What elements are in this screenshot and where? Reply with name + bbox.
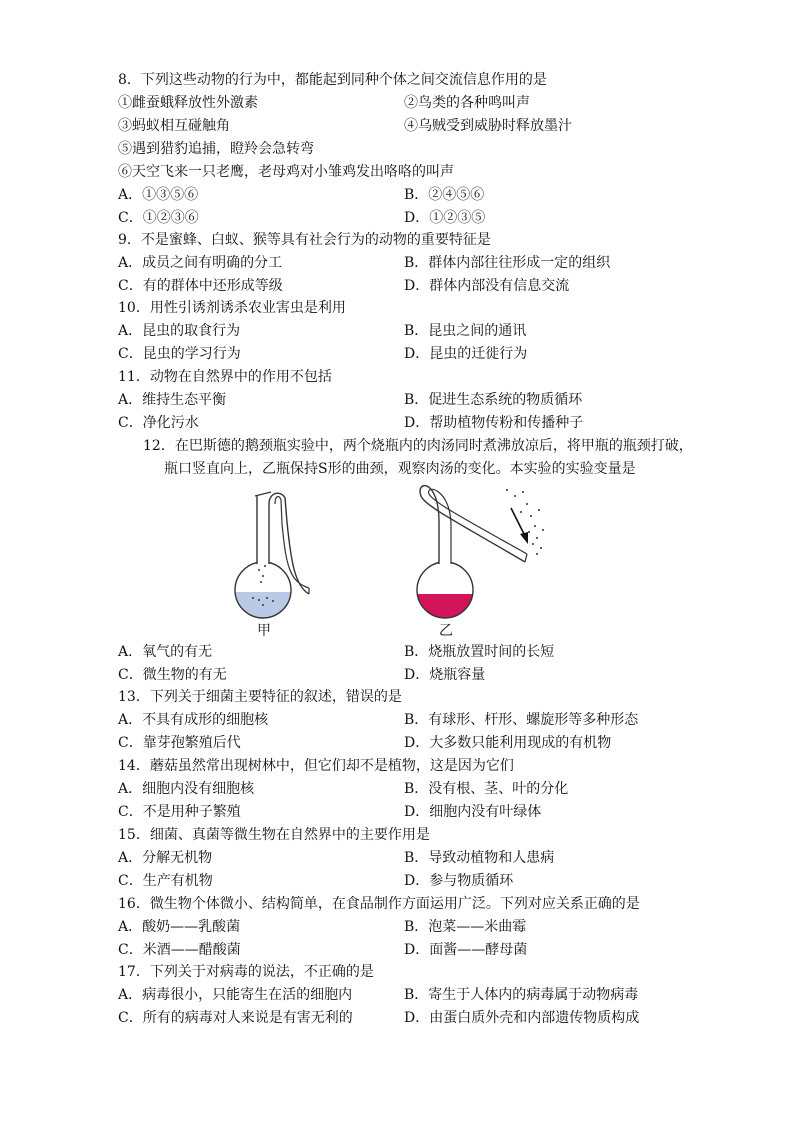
q12-option-d: D．烧瓶容量	[404, 667, 486, 683]
q17-option-b: B．寄生于人体内的病毒属于动物病毒	[404, 987, 639, 1003]
q14-option-b: B．没有根、茎、叶的分化	[404, 781, 569, 797]
q10-option-b: B．昆虫之间的通讯	[404, 323, 527, 339]
q8-item-2: ②鸟类的各种鸣叫声	[404, 95, 530, 111]
question-16-stem: 16．微生物个体微小、结构简单，在食品制作方面运用广泛。下列对应关系正确的是	[118, 896, 640, 912]
q10-option-d: D．昆虫的迁徙行为	[404, 346, 528, 362]
q9-option-a: A．成员之间有明确的分工	[118, 255, 283, 271]
question-17-stem: 17．下列关于对病毒的说法，不正确的是	[118, 964, 374, 980]
question-14-stem: 14．蘑菇虽然常出现树林中，但它们却不是植物，这是因为它们	[118, 758, 514, 774]
q11-option-a: A．维持生态平衡	[118, 392, 227, 408]
question-11-stem: 11．动物在自然界中的作用不包括	[118, 369, 332, 385]
q9-option-d: D．群体内部没有信息交流	[404, 278, 570, 294]
q15-option-d: D．参与物质循环	[404, 873, 514, 889]
q15-option-b: B．导致动植物和人患病	[404, 850, 555, 866]
q14-option-c: C．不是用种子繁殖	[118, 804, 241, 820]
q12-option-b: B．烧瓶放置时间的长短	[404, 644, 555, 660]
q17-option-c: C．所有的病毒对人来说是有害无利的	[118, 1010, 353, 1026]
q16-option-b: B．泡菜——米曲霉	[404, 919, 527, 935]
q14-option-a: A．细胞内没有细胞核	[118, 781, 255, 797]
q9-option-b: B．群体内部往往形成一定的组织	[404, 255, 611, 271]
q13-option-b: B．有球形、杆形、螺旋形等多种形态	[404, 712, 639, 728]
flask-yi	[413, 486, 544, 624]
flask-jia	[231, 492, 309, 622]
question-13-stem: 13．下列关于细菌主要特征的叙述，错误的是	[118, 689, 402, 705]
arrow-head-icon	[520, 532, 528, 544]
q10-option-c: C．昆虫的学习行为	[118, 346, 241, 362]
q17-option-a: A．病毒很小，只能寄生在活的细胞内	[118, 987, 353, 1003]
q13-option-a: A．不具有成形的细胞核	[118, 712, 269, 728]
q13-option-c: C．靠芽孢繁殖后代	[118, 735, 241, 751]
q8-item-6: ⑥天空飞来一只老鹰，老母鸡对小雏鸡发出咯咯的叫声	[118, 164, 454, 180]
question-15-stem: 15．细菌、真菌等微生物在自然界中的主要作用是	[118, 827, 430, 843]
question-10-stem: 10．用性引诱剂诱杀农业害虫是利用	[118, 300, 346, 316]
q16-option-c: C．米酒——醋酸菌	[118, 942, 241, 958]
swan-neck-flask-figure	[225, 482, 555, 642]
q12-option-c: C．微生物的有无	[118, 667, 227, 683]
q9-option-c: C．有的群体中还形成等级	[118, 278, 283, 294]
q15-option-c: C．生产有机物	[118, 873, 213, 889]
q8-item-5: ⑤遇到猎豹追捕，瞪羚会急转弯	[118, 141, 314, 157]
q8-option-b: B．②④⑤⑥	[404, 187, 485, 203]
arrow-line	[511, 508, 525, 536]
q15-option-a: A．分解无机物	[118, 850, 213, 866]
q8-item-1: ①雌蚕蛾释放性外激素	[118, 95, 258, 111]
q11-option-c: C．净化污水	[118, 415, 199, 431]
q13-option-d: D．大多数只能利用现成的有机物	[404, 735, 612, 751]
q8-item-3: ③蚂蚁相互碰触角	[118, 118, 230, 134]
q8-item-4: ④乌贼受到威胁时释放墨汁	[404, 118, 572, 134]
q11-option-d: D．帮助植物传粉和传播种子	[404, 415, 584, 431]
q17-option-d: D．由蛋白质外壳和内部遗传物质构成	[404, 1010, 640, 1026]
q8-option-d: D．①②③⑤	[404, 210, 486, 226]
figure-label-yi: 乙	[439, 623, 453, 639]
q8-option-a: A．①③⑤⑥	[118, 187, 199, 203]
q8-option-c: C．①②③⑥	[118, 210, 199, 226]
question-8-stem: 8．下列这些动物的行为中，都能起到同种个体之间交流信息作用的是	[118, 72, 547, 88]
q11-option-b: B．促进生态系统的物质循环	[404, 392, 583, 408]
q14-option-d: D．细胞内没有叶绿体	[404, 804, 542, 820]
flask-diagram	[225, 482, 555, 642]
figure-label-jia: 甲	[257, 623, 271, 639]
question-9-stem: 9．不是蜜蜂、白蚁、猴等具有社会行为的动物的重要特征是	[118, 232, 491, 248]
question-12-stem-continued: 瓶口竖直向上，乙瓶保持S形的曲颈，观察肉汤的变化。本实验的实验变量是	[164, 461, 636, 477]
question-12-stem: 12．在巴斯德的鹅颈瓶实验中，两个烧瓶内的肉汤同时煮沸放凉后，将甲瓶的瓶颈打破，	[143, 438, 693, 454]
q12-option-a: A．氧气的有无	[118, 644, 213, 660]
q16-option-d: D．面酱——酵母菌	[404, 942, 528, 958]
q10-option-a: A．昆虫的取食行为	[118, 323, 241, 339]
q16-option-a: A．酸奶——乳酸菌	[118, 919, 241, 935]
